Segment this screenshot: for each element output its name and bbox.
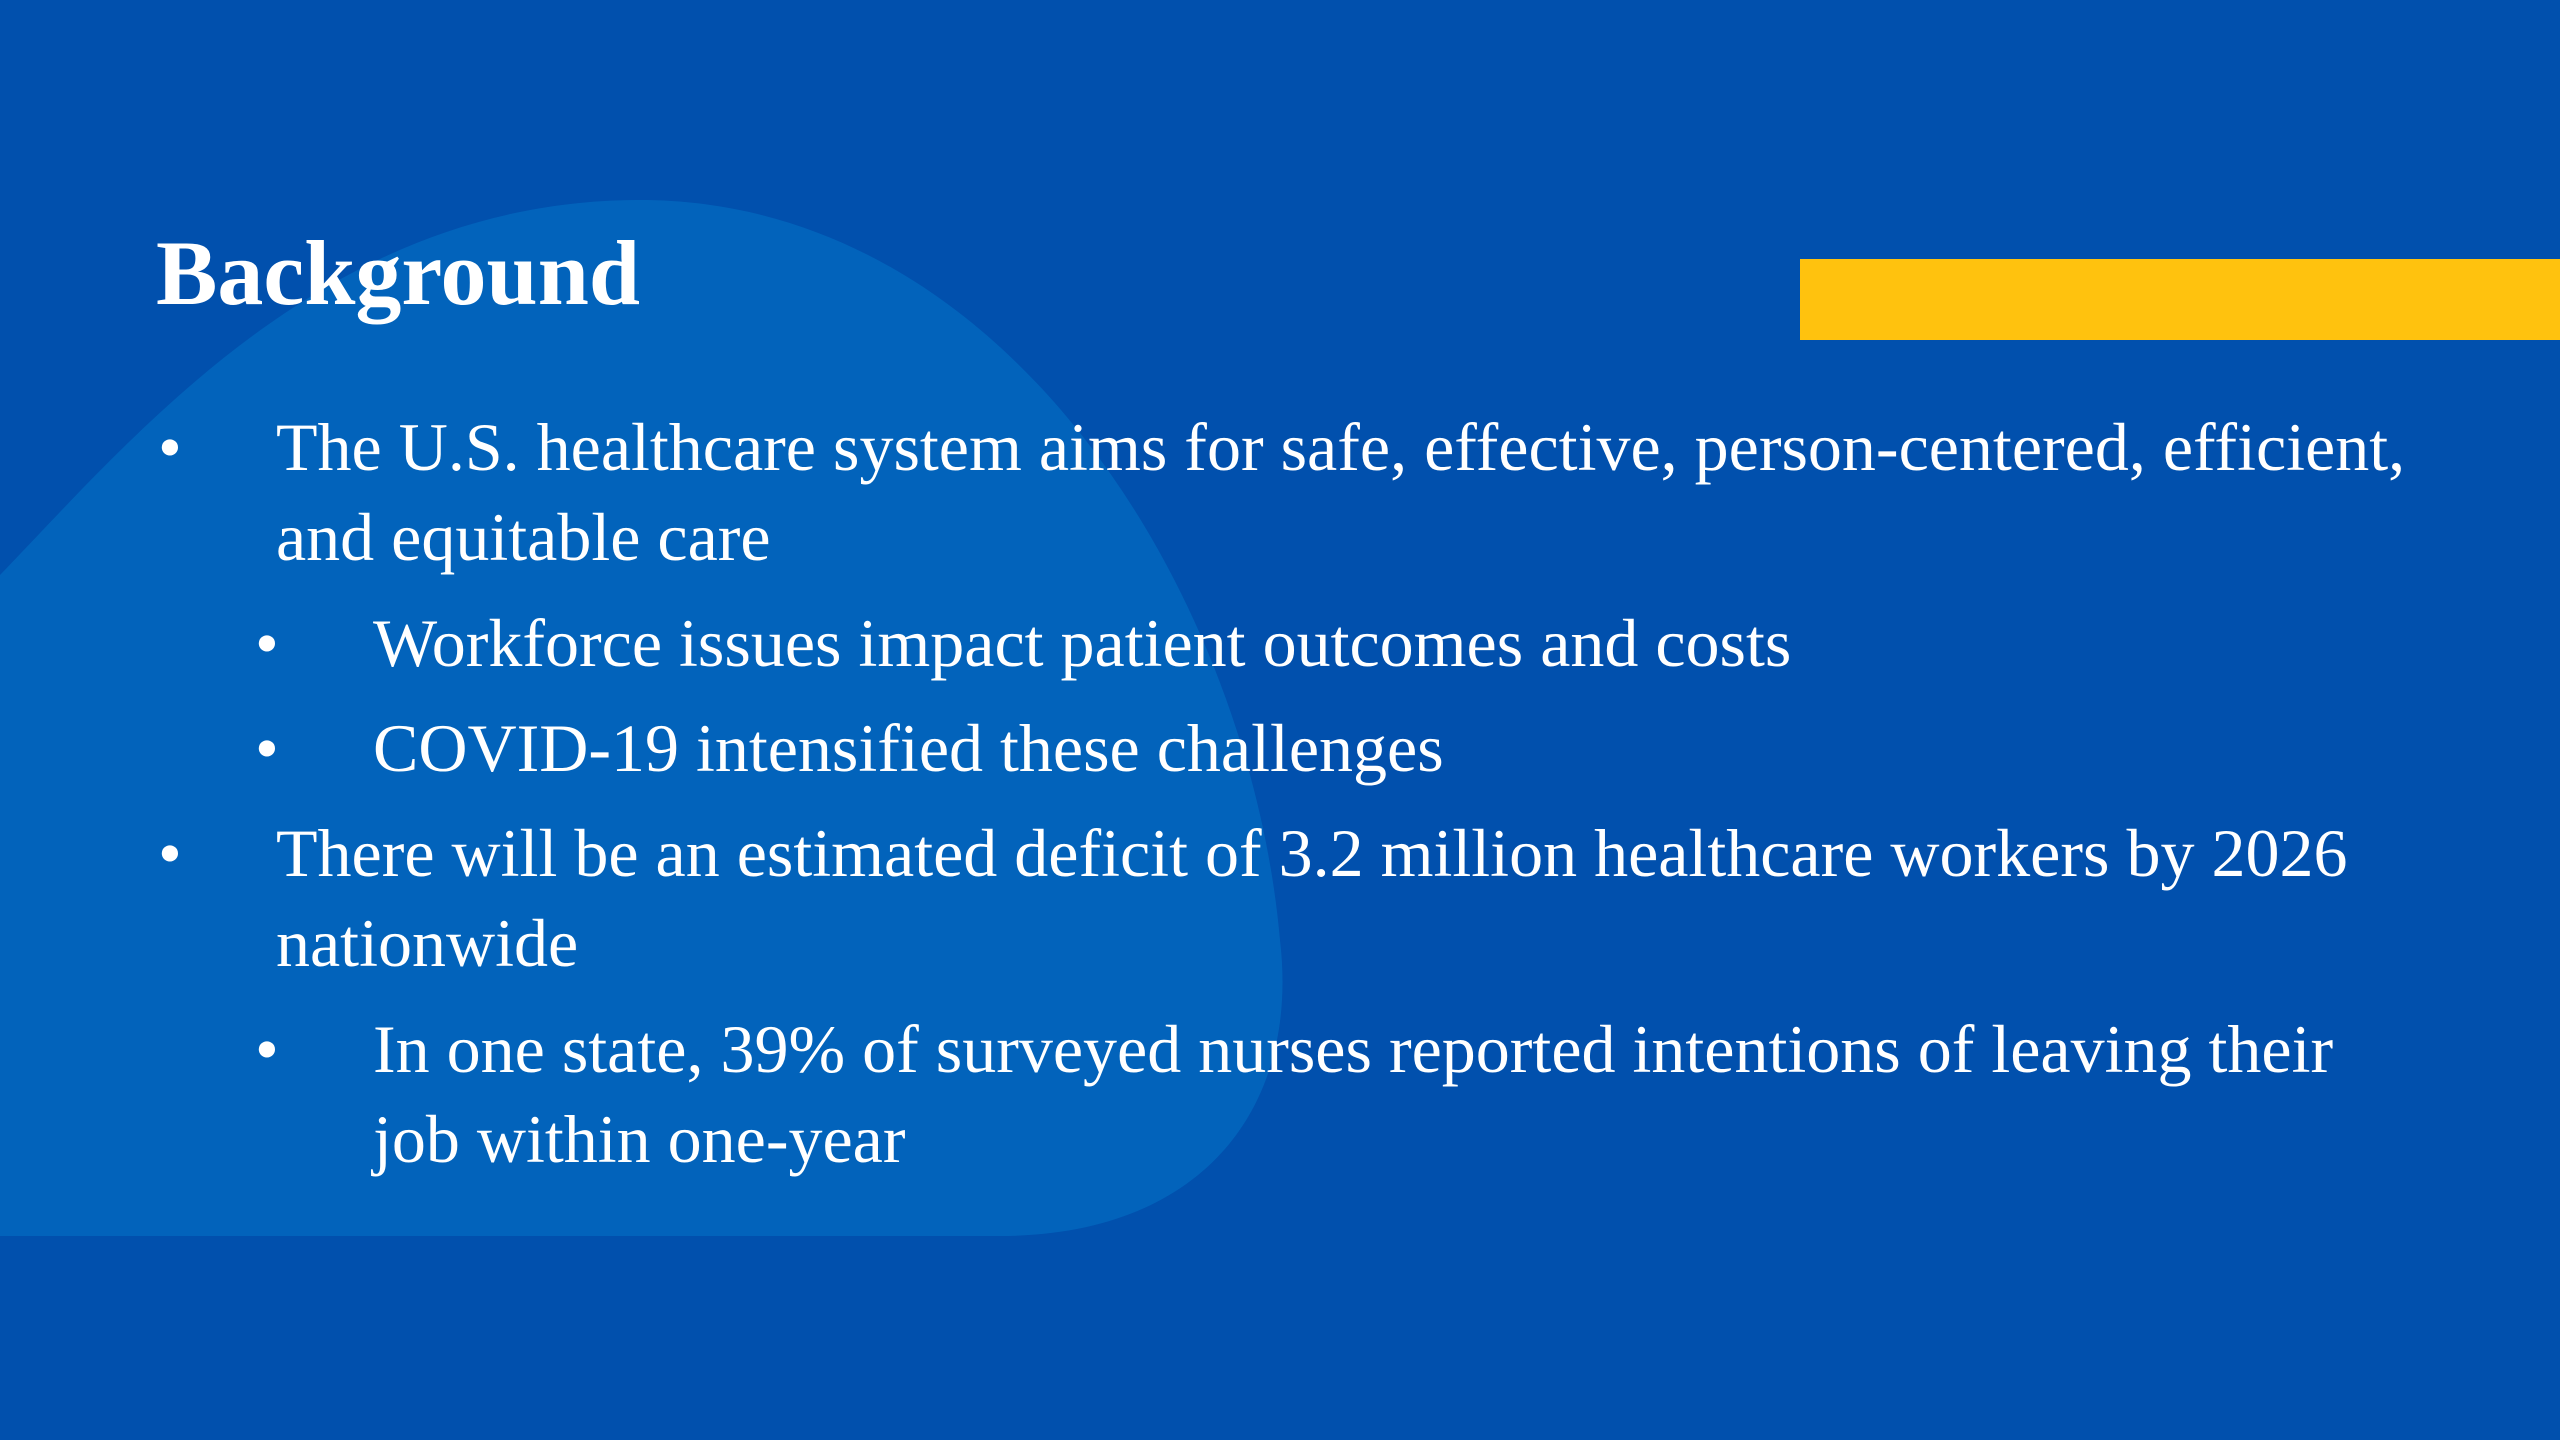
bullet-marker: • <box>255 605 279 681</box>
bullet-marker: • <box>255 1011 279 1087</box>
sub-bullet-item <box>255 1004 2433 1184</box>
accent-bar <box>1800 259 2560 340</box>
bullet-text: In one state, 39% of surveyed nurses reported intentions of leaving their job within one-year <box>373 1011 2334 1177</box>
bullet-marker: • <box>255 710 279 786</box>
bullet-marker: • <box>158 409 182 485</box>
bullet-text: COVID-19 intensified these challenges <box>373 710 1444 786</box>
sub-bullet-item <box>255 703 2433 793</box>
bullet-marker: • <box>158 815 182 891</box>
bullet-text: Workforce issues impact patient outcomes and costs <box>373 605 1792 681</box>
slide-title: Background <box>156 222 641 324</box>
sub-bullet-item <box>255 598 2433 688</box>
bullet-text: The U.S. healthcare system aims for safe, effective, person-centered, efficient, and equitable care <box>276 409 2406 575</box>
bullet-item <box>158 402 2426 582</box>
bullet-text: There will be an estimated deficit of 3.2 million healthcare workers by 2026 nationwide <box>276 815 2348 981</box>
bullet-item <box>158 808 2426 988</box>
